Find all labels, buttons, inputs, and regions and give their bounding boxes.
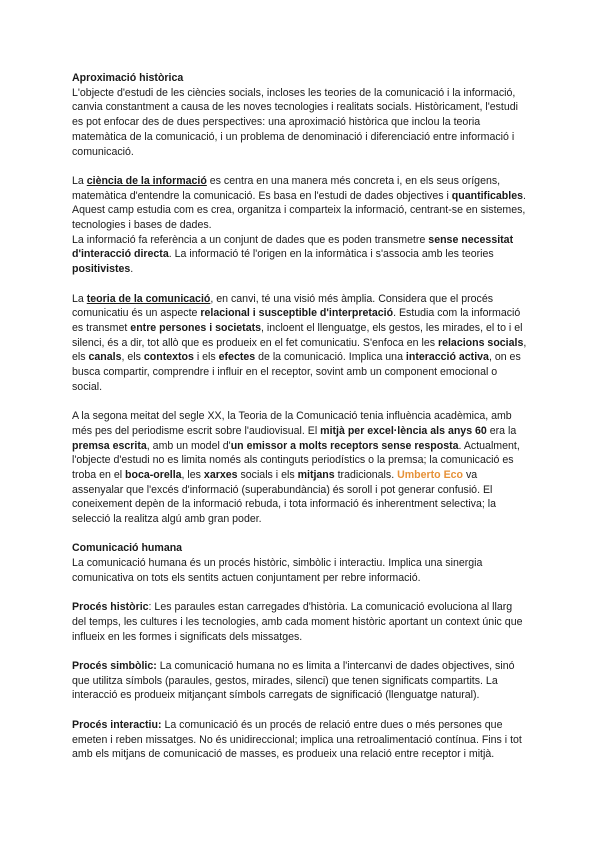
paragraph-twentieth-century: A la segona meitat del segle XX, la Teoria de la Comunicació tenia influència acadèmica, amb més pes del periodisme escrit sobre l'audiovisual. El mitjà per excel·lència als anys 60 era la premsa escrita, amb un model d'un emissor a molts receptors sense resposta. Actualment, l'objecte d'estudi no es limita només als continguts periodístics o la premsa; la comunicació es troba en el boca-orella, les xarxes socials i els mitjans tradicionals. Umberto Eco va assenyalar que l'excés d'informació (superabundància) és soroll i pot generar confusió. El coneixement depèn de la informació rebuda, i tota informació és inherentment selectiva; la selecció la realitza algú amb gran poder. [72, 410, 520, 526]
section-human-communication [72, 541, 528, 585]
term-channels: canals [88, 351, 122, 364]
paragraph-interactive-process: Procés interactiu: La comunicació és un procés de relació entre dues o més persones que emeten i reben missatges. No és unidireccional; implica una retroalimentació contínua. Fins i tot amb els mitjans de comunicació de masses, es produeix una relació entre receptor i mitjà. [72, 718, 522, 761]
term-medium-60s: mitjà per excel·lència als anys 60 [320, 424, 487, 437]
paragraph-information-definition: La informació fa referència a un conjunt de dades que es poden transmetre sense necessitat d'interacció directa. La informació té l'origen en la informàtica i s'associa amb les teories positivistes. [72, 233, 514, 276]
section-title-human-communication: Comunicació humana [72, 542, 183, 555]
term-communication-theory: teoria de la comunicació [86, 292, 211, 305]
term-people-societies: entre persones i societats [130, 321, 262, 334]
term-networks: xarxes [203, 468, 238, 481]
section-information-science [72, 174, 528, 277]
author-umberto-eco: Umberto Eco [397, 468, 464, 481]
term-social-relations: relacions socials [437, 336, 524, 349]
section-title-historical-approach: Aproximació històrica [72, 72, 184, 84]
paragraph-information-science: La ciència de la informació es centra en una manera més concreta i, en els seus orígens, matemàtica d'entendre la comunicació. Es basa en l'estudi de dades objectives i quantificables. Aquest camp estudia com es crea, organitza i comparteix la informació, centrant-se en sistemes, tecnologies i bases de dades. [72, 174, 526, 232]
term-positivist: positivistes [72, 263, 131, 276]
section-historical-process [72, 600, 528, 644]
term-one-to-many: un emissor a molts receptors sense resposta [230, 439, 459, 452]
paragraph-communication-theory: La teoria de la comunicació, en canvi, té una visió més àmplia. Considera que el procés comunicatiu és un aspecte relacional i susceptible d'interpretació. Estudia com la informació es transmet entre persones i societats, incloent el llenguatge, els gestos, les mirades, el to i el silenci, és a dir, tot allò que es produeix en el fet comunicatiu. S'enfoca en les relacions socials, els canals, els contextos i els efectes de la comunicació. Implica una interacció activa, on es busca compartir, comprendre i influir en el receptor, sovint amb un component emocional o social. [72, 292, 527, 393]
section-historical-approach [72, 71, 528, 159]
section-communication-theory [72, 292, 528, 395]
paragraph-intro: L'objecte d'estudi de les ciències socials, incloses les teories de la comunicació i la informació, canvia constantment a causa de les noves tecnologies i realitats socials. Històricament, l'estudi es pot enfocar des de dues perspectives: una aproximació històrica que inclou la teoria matemàtica de la comunicació, i un problema de denominació i diferenciació entre informació i comunicació. [72, 86, 519, 158]
term-historical-process: Procés històric [72, 601, 149, 614]
term-word-of-mouth: boca-orella [125, 468, 182, 481]
term-quantifiable: quantificables [451, 189, 523, 202]
term-written-press: premsa escrita [72, 439, 147, 452]
term-media: mitjans [297, 468, 335, 481]
term-contexts: contextos [143, 351, 194, 364]
term-active-interaction: interacció activa [405, 351, 489, 364]
term-effects: efectes [218, 351, 256, 364]
term-symbolic-process: Procés simbòlic: [72, 660, 157, 673]
term-information-science: ciència de la informació [86, 174, 207, 187]
term-interactive-process: Procés interactiu: [72, 718, 162, 731]
term-relational: relacional i susceptible d'interpretació [200, 307, 394, 320]
paragraph-symbolic-process: Procés simbòlic: La comunicació humana no es limita a l'intercanvi de dades objectives, sinó que utilitza símbols (paraules, gestos, mirades, silenci) que tenen significats compartits. La interacció es produeix mitjançant símbols carregats de significació (llenguatge natural). [72, 660, 515, 702]
term-no-direct-interaction: sense necessitat d'interacció directa [72, 233, 514, 261]
section-interactive-process [72, 718, 528, 762]
section-symbolic-process [72, 659, 528, 703]
paragraph-human-communication: La comunicació humana és un procés històric, simbòlic i interactiu. Implica una sinergia comunicativa on tots els sentits actuen conjuntament per rebre informació. [72, 557, 483, 584]
paragraph-historical-process: Procés històric: Les paraules estan carregades d'història. La comunicació evoluciona al llarg del temps, les cultures i les tecnologies, amb cada moment històric aportant un context únic que influeix en les formes i significats dels missatges. [72, 601, 523, 643]
section-twentieth-century [72, 409, 528, 527]
